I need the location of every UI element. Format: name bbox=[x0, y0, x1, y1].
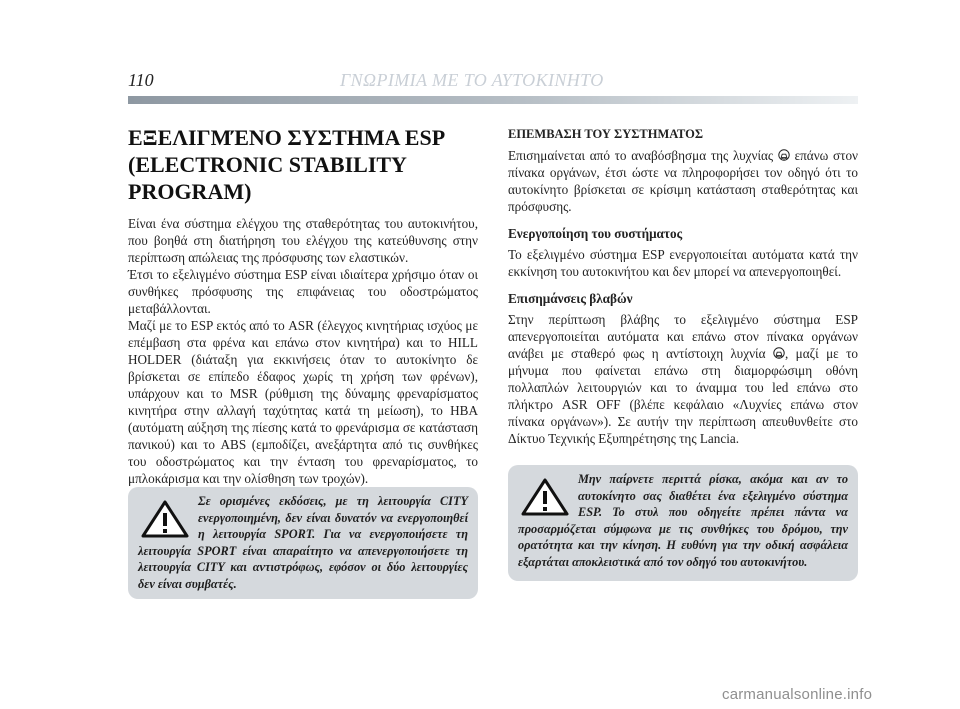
intervention-text-a: Επισημαίνεται από το αναβόσβησμα της λυχνίας bbox=[508, 148, 774, 163]
intervention-paragraph bbox=[508, 147, 858, 215]
esp-warning-lamp-icon bbox=[778, 149, 790, 161]
subsystems-paragraph: Μαζί με το ESP εκτός από το ASR (έλεγχος κινητήριας ισχύος με επέμβαση στα φρένα και επάνω στον κινητήρα) και το HILL HOLDER (διάταξη για εκκινήσεις όταν το αυτοκίνητο δε βρίσκεται σε επίπεδο έδαφος χωρίς τη χρήση των φρένων), υπάρχουν και το MSR (ρύθμιση της δύναμης φρεναρίσματος κινητήρα στην αλλαγή ταχύτητας κατά τη μείωση), το HBA (αυτόματη αύξηση της πίεσης κατά το φρενάρισμα σε κατάσταση πανικού) και το ABS (εμποδίζει, ανεξάρτητα από τις συνθήκες του οδοστρώματος και την ένταση του φρεναρίσματος, το μπλοκάρισμα και την ολίσθηση των τροχών). bbox=[128, 318, 478, 486]
activation-paragraph: Το εξελιγμένο σύστημα ESP ενεργοποιείται αυτόματα κατά την εκκίνηση του αυτοκινήτου και δεν μπορεί να απενεργοποιηθεί. bbox=[508, 247, 858, 279]
warning-triangle-icon bbox=[140, 499, 190, 539]
left-column bbox=[128, 124, 478, 487]
warning-triangle-icon bbox=[520, 477, 570, 517]
usefulness-paragraph: Έτσι το εξελιγμένο σύστημα ESP είναι ιδιαίτερα χρήσιμο όταν οι συνθήκες πρόσφυσης της επιφάνειας του οδοστρώματος μεταβάλλονται. bbox=[128, 267, 478, 316]
fault-text-a: Στην περίπτωση βλάβης το εξελιγμένο σύστημα ESP απενεργοποιείται αυτόματα και επάνω στον πίνακα οργάνων ανάβει με σταθερό φως η αντίστοιχη λυχνία bbox=[508, 312, 858, 361]
watermark-logo: carmanualsonline.info bbox=[722, 686, 873, 703]
running-header-title: ΓΝΩΡΙΜΙΑ ΜΕ ΤΟ ΑΥΤΟΚΙΝΗΤΟ bbox=[340, 70, 604, 90]
fault-text-b: , μαζί με το μήνυμα που φαίνεται επάνω στη διαμορφώσιμη οθόνη πολλαπλών λειτουργιών και το άναμμα του led επάνω στο πλήκτρο ASR OFF (βλέπε κεφάλαιο «Λυχνίες επάνω στον πίνακα οργάνων»). Σε αυτήν την περίπτωση απευθυνθείτε στο Δίκτυο Τεχνικής Εξυπηρέτησης της Lancia. bbox=[508, 346, 859, 446]
header-rule bbox=[128, 96, 858, 104]
page-number: 110 bbox=[128, 70, 154, 90]
warning-box-city-sport bbox=[128, 487, 478, 599]
fault-signals-heading: Επισημάνσεις βλαβών bbox=[508, 291, 633, 306]
intervention-text-b: επάνω στον πίνακα οργάνων, έτσι ώστε να πληροφορήσει τον οδηγό ότι το αυτοκίνητο βρίσκεται σε κρίσιμη κατάσταση σταθερότητας και πρόσφυσης. bbox=[508, 148, 859, 214]
section-title: ΕΞΕΛΙΓΜΈΝΟ ΣΥΣΤΗΜΑ ESP (ELECTRONIC STABILITY PROGRAM) bbox=[128, 125, 444, 204]
warning-text-city-sport: Σε ορισμένες εκδόσεις, με τη λειτουργία CITY ενεργοποιημένη, δεν είναι δυνατόν να ενεργοποιηθεί η λειτουργία SPORT. Για να ενεργοποιήσετε τη λειτουργία SPORT είναι απαραίτητο να απενεργοποιήσετε τη λειτουργία CITY και αντιστρόφως, εφόσον οι δύο λειτουργίες δεν είναι συμβατές. bbox=[138, 494, 468, 591]
activation-heading: Ενεργοποίηση του συστήματος bbox=[508, 226, 683, 241]
intervention-heading: ΕΠΕΜΒΑΣΗ ΤΟΥ ΣΥΣΤΗΜΑΤΟΣ bbox=[508, 127, 704, 141]
warning-text-driving-risk: Μην παίρνετε περιττά ρίσκα, ακόμα και αν το αυτοκίνητο σας διαθέτει ένα εξελιγμένο σύστημα ESP. Το στυλ που οδηγείτε πρέπει πάντα να προσαρμόζεται σύμφωνα με τις συνθήκες του δρόμου, την ορατότητα και την κίνηση. Η ευθύνη για την οδική ασφάλεια εξαρτάται αποκλειστικά από τον οδηγό του αυτοκινήτου. bbox=[518, 472, 848, 569]
intro-paragraph: Είναι ένα σύστημα ελέγχου της σταθερότητας του αυτοκινήτου, που βοηθά στη διατήρηση του ελέγχου της κατεύθυνσης στην περίπτωση απώλειας της πρόσφυσης των ελαστικών. bbox=[128, 216, 478, 265]
esp-fault-lamp-icon bbox=[773, 347, 785, 359]
fault-signals-paragraph bbox=[508, 311, 858, 447]
right-column bbox=[508, 124, 858, 447]
warning-box-driving-risk bbox=[508, 465, 858, 581]
